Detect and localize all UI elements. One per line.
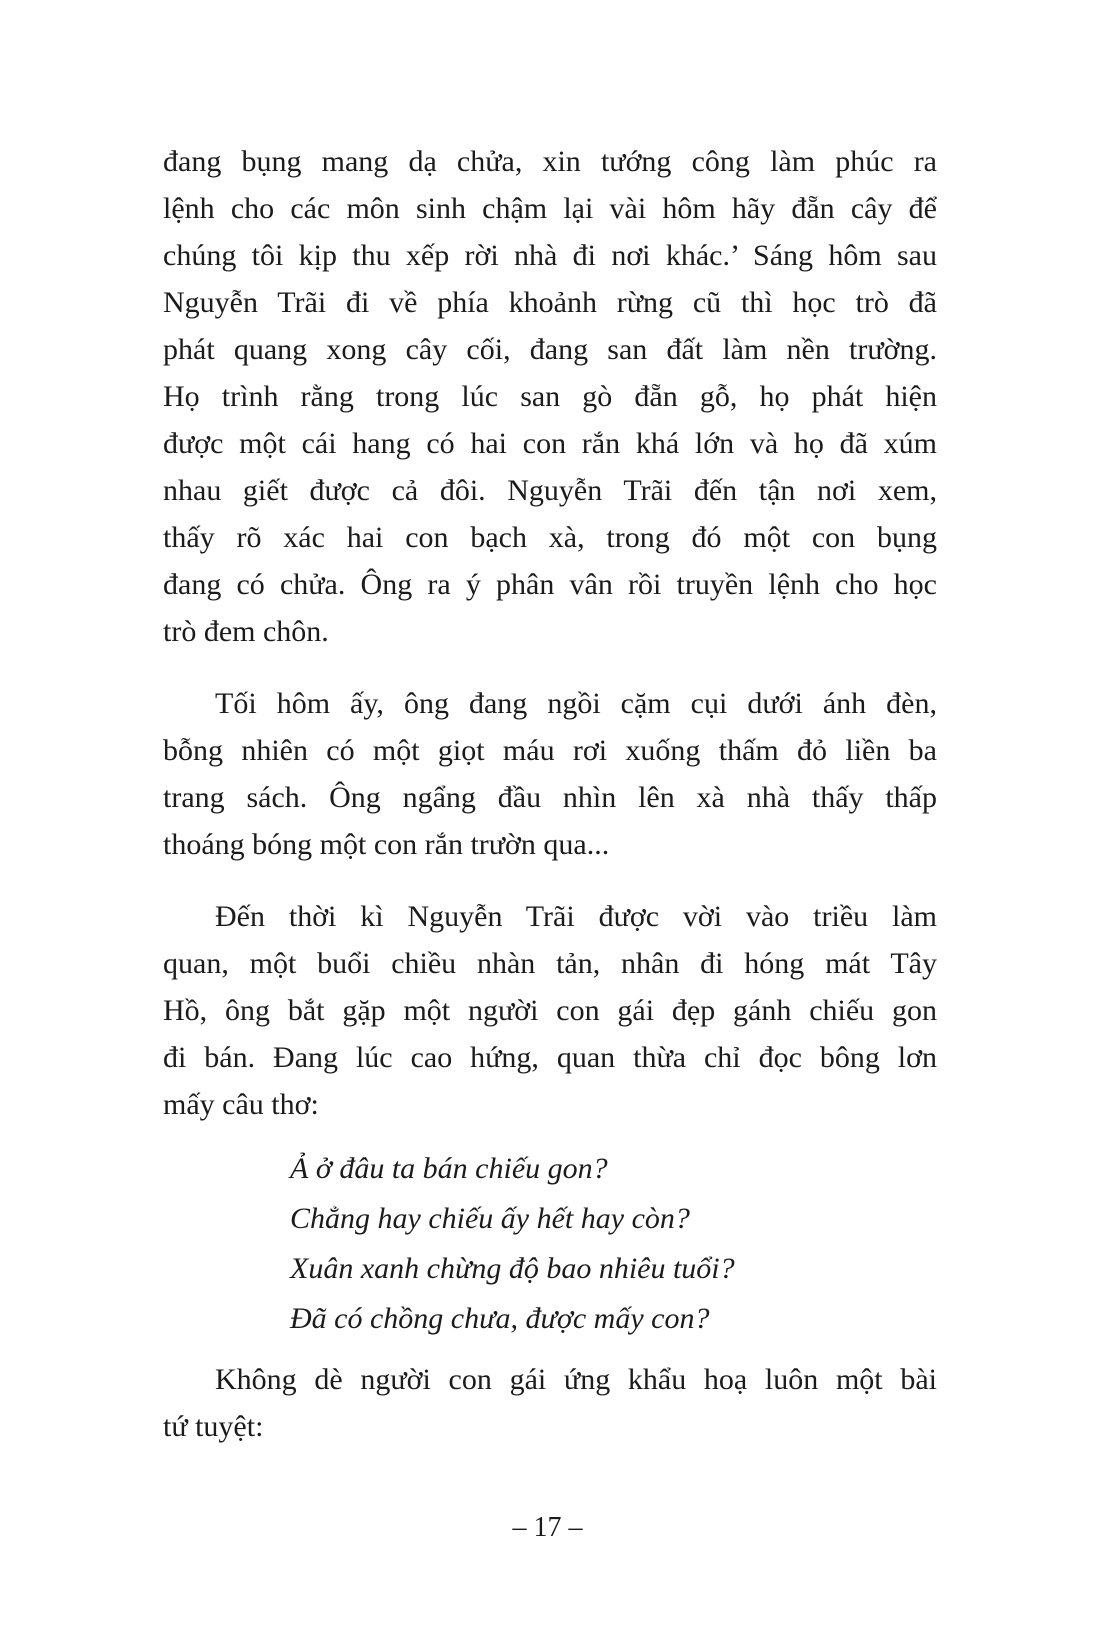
verse-block (163, 1144, 937, 1344)
text-line: tứ tuyệt: (163, 1410, 264, 1443)
text-line: chúng tôi kịp thu xếp rời nhà đi nơi khác.’ Sáng hôm sau (163, 239, 937, 272)
paragraph (163, 138, 937, 655)
verse-line: Xuân xanh chừng độ bao nhiêu tuổi? (290, 1252, 735, 1285)
paragraph (163, 1356, 937, 1450)
verse-line: Chẳng hay chiếu ấy hết hay còn? (290, 1202, 690, 1235)
text-line: thấy rõ xác hai con bạch xà, trong đó một con bụng (163, 521, 937, 554)
text-line: đang có chửa. Ông ra ý phân vân rồi truyền lệnh cho học (163, 568, 937, 601)
text-line: phát quang xong cây cối, đang san đất làm nền trường. (163, 333, 937, 366)
text-line: thoáng bóng một con rắn trườn qua... (163, 828, 610, 861)
text-line: đang bụng mang dạ chửa, xin tướng công làm phúc ra (163, 145, 937, 178)
paragraph (163, 680, 937, 868)
text-line: Không dè người con gái ứng khẩu hoạ luôn một bài (215, 1363, 937, 1396)
verse-line: Ả ở đâu ta bán chiếu gon? (290, 1152, 608, 1185)
paragraph (163, 893, 937, 1128)
text-line: Họ trình rằng trong lúc san gò đẵn gỗ, họ phát hiện (163, 380, 937, 413)
text-line: Tối hôm ấy, ông đang ngồi cặm cụi dưới ánh đèn, (215, 687, 937, 720)
verse-line: Đã có chồng chưa, được mấy con? (290, 1302, 710, 1335)
text-line: bỗng nhiên có một giọt máu rơi xuống thấm đỏ liền ba (163, 734, 937, 767)
text-line: quan, một buổi chiều nhàn tản, nhân đi hóng mát Tây (163, 947, 937, 980)
text-block (163, 138, 937, 1450)
text-line: mấy câu thơ: (163, 1088, 319, 1121)
text-line: Hồ, ông bắt gặp một người con gái đẹp gánh chiếu gon (163, 994, 937, 1027)
text-line: đi bán. Đang lúc cao hứng, quan thừa chỉ đọc bông lơn (163, 1041, 937, 1074)
text-line: trang sách. Ông ngẩng đầu nhìn lên xà nhà thấy thấp (163, 781, 937, 814)
text-line: Đến thời kì Nguyễn Trãi được vời vào triều làm (215, 900, 937, 933)
text-line: Nguyễn Trãi đi về phía khoảnh rừng cũ thì học trò đã (163, 286, 937, 319)
text-line: lệnh cho các môn sinh chậm lại vài hôm hãy đẵn cây để (163, 192, 937, 225)
text-line: được một cái hang có hai con rắn khá lớn và họ đã xúm (163, 427, 937, 460)
text-line: nhau giết được cả đôi. Nguyễn Trãi đến tận nơi xem, (163, 474, 937, 507)
text-line: trò đem chôn. (163, 615, 329, 648)
page-number: – 17 – (512, 1512, 583, 1543)
